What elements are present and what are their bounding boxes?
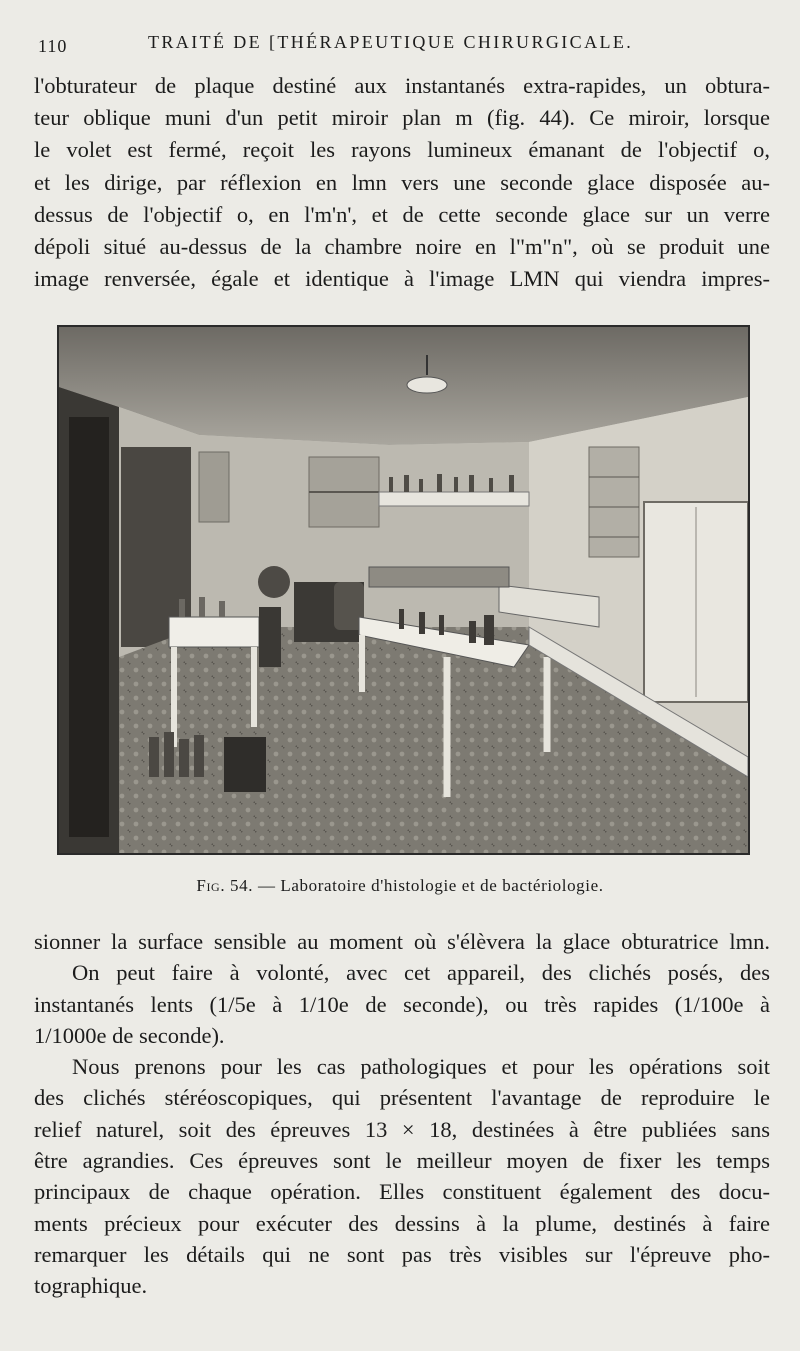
paragraph-top	[34, 70, 770, 295]
figure-caption	[0, 876, 800, 896]
text-line: l'obturateur de plaque destiné aux instantanés extra-rapides, un obtura-	[34, 73, 770, 98]
text-line: des clichés stéréoscopiques, qui présentent l'avantage de reproduire le	[34, 1085, 770, 1111]
paragraph-bottom	[34, 926, 770, 1302]
text-line: image renversée, égale et identique à l'image LMN qui viendra impres-	[34, 266, 770, 292]
text-line: être agrandies. Ces épreuves sont le meilleur moyen de fixer les temps	[34, 1148, 770, 1174]
text-line: dessus de l'objectif o, en l'm'n', et de cette seconde glace sur un verre	[34, 201, 770, 227]
laboratory-illustration	[59, 327, 748, 853]
text-line: On peut faire à volonté, avec cet appareil, des clichés posés, des	[72, 960, 770, 986]
laboratory-photograph	[57, 325, 750, 855]
text-line: sionner la surface sensible au moment où s'élèvera la glace obturatrice lmn.	[34, 929, 770, 954]
text-line: dépoli situé au-dessus de la chambre noire en l"m"n", où se produit une	[34, 233, 770, 259]
figure-caption-text: — Laboratoire d'histologie et de bactériologie.	[257, 876, 604, 895]
page-number: 110	[38, 36, 68, 56]
text-line: et les dirige, par réflexion en lmn vers une seconde glace disposée au-	[34, 169, 770, 195]
text-line: teur oblique muni d'un petit miroir plan m (fig. 44). Ce miroir, lorsque	[34, 105, 770, 131]
text-line: remarquer les détails qui ne sont pas très visibles sur l'épreuve pho-	[34, 1241, 770, 1267]
text-line: ments précieux pour exécuter des dessins à la plume, destinés à faire	[34, 1210, 770, 1236]
text-line: instantanés lents (1/5e à 1/10e de seconde), ou très rapides (1/100e à	[34, 991, 770, 1017]
text-line: Nous prenons pour les cas pathologiques et pour les opérations soit	[72, 1054, 770, 1080]
running-head: TRAITÉ DE [THÉRAPEUTIQUE CHIRURGICALE.	[148, 32, 634, 52]
text-line: relief naturel, soit des épreuves 13 × 18, destinées à être publiées sans	[34, 1116, 770, 1142]
text-line: 1/1000e de seconde).	[34, 1022, 225, 1048]
text-line: le volet est fermé, reçoit les rayons lumineux émanant de l'objectif o,	[34, 137, 770, 163]
text-line: principaux de chaque opération. Elles constituent également des docu-	[34, 1179, 770, 1205]
text-line: tographique.	[34, 1273, 148, 1299]
figure-label: Fig. 54.	[196, 876, 254, 895]
